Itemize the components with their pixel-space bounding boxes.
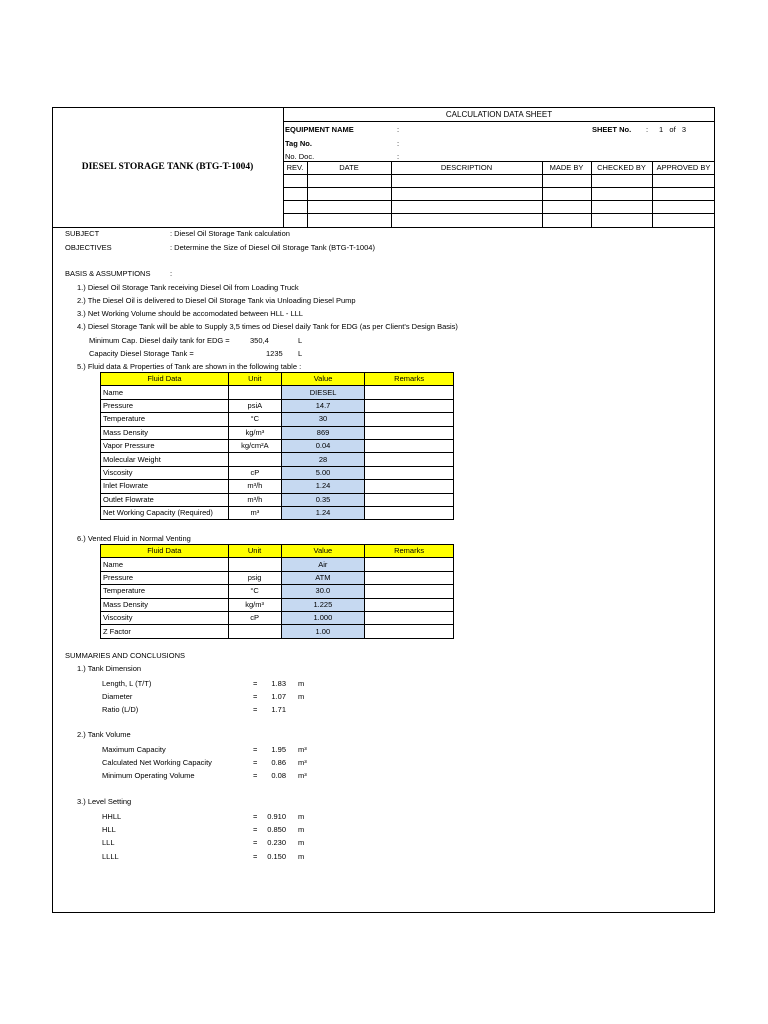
summary-row-value: 0.910 <box>267 812 286 821</box>
summary-row-unit: m³ <box>298 745 307 754</box>
value-cell: 1.225 <box>281 598 365 611</box>
summary-row-label: Maximum Capacity <box>102 745 166 754</box>
remarks-cell <box>365 585 454 598</box>
summary-row-equals: = <box>253 838 258 848</box>
summary-row-value: 0.850 <box>267 825 286 835</box>
summary-section-title: 3.) Level Setting <box>77 797 132 806</box>
rev-row-line <box>283 187 715 188</box>
table-row <box>101 453 454 466</box>
unit-cell: cP <box>228 466 281 479</box>
value-cell: 1.24 <box>281 506 365 519</box>
fluid-data-cell: Mass Density <box>101 598 229 611</box>
summary-row-equals: = <box>253 705 258 715</box>
description-col-header: DESCRIPTION <box>440 163 493 172</box>
table-row <box>101 585 454 598</box>
remarks-cell <box>365 439 454 452</box>
summary-row-unit: m <box>298 692 305 702</box>
tag-no-label: Tag No. <box>285 139 312 148</box>
remarks-cell <box>365 493 454 506</box>
unit-cell <box>228 558 281 571</box>
summary-row-label: LLL <box>102 838 115 848</box>
value-cell: 1.000 <box>281 611 365 624</box>
fluid-data-cell: Temperature <box>101 585 229 598</box>
unit-cell <box>228 625 281 638</box>
remarks-cell <box>365 480 454 493</box>
objectives-value: : Determine the Size of Diesel Oil Storage Tank (BTG-T-1004) <box>170 243 375 252</box>
unit-cell <box>228 386 281 399</box>
table-row <box>101 625 454 638</box>
tag-no-colon: : <box>397 139 400 148</box>
sheet-no-colon: : <box>646 125 649 134</box>
unit-cell <box>228 453 281 466</box>
summary-row-equals: = <box>253 825 258 835</box>
value-cell: 869 <box>281 426 365 439</box>
checked-by-col-header: CHECKED BY <box>597 163 646 172</box>
objectives-label: OBJECTIVES <box>65 243 112 252</box>
unit-cell: kg/m³ <box>228 598 281 611</box>
summary-row-equals: = <box>253 758 258 768</box>
fluid-data-cell: Name <box>101 386 229 399</box>
basis-item: 4.) Diesel Storage Tank will be able to Supply 3,5 times od Diesel daily Tank for EDG (as per Client's Design Basis) <box>77 322 458 331</box>
col-header-value: Value <box>281 373 365 386</box>
remarks-cell <box>365 466 454 479</box>
basis-colon: : <box>170 269 173 278</box>
table-row <box>101 558 454 571</box>
sheet-title: CALCULATION DATA SHEET <box>445 110 553 119</box>
fluid-data-table <box>100 372 454 520</box>
fluid-data-cell: Outlet Flowrate <box>101 493 229 506</box>
summary-row-label: LLLL <box>102 851 119 861</box>
fluid-data-cell: Z Factor <box>101 625 229 638</box>
table-row <box>101 466 454 479</box>
rev-header-bottom-line <box>283 174 715 175</box>
summary-row-value: 1.83 <box>271 679 286 688</box>
header-bottom-border <box>52 227 715 228</box>
basis-item-5: 5.) Fluid data & Properties of Tank are shown in the following table : <box>77 362 302 371</box>
remarks-cell <box>365 386 454 399</box>
table-row <box>101 506 454 519</box>
min-cap-unit: L <box>298 336 303 345</box>
basis-item: 1.) Diesel Oil Storage Tank receiving Diesel Oil from Loading Truck <box>77 283 299 292</box>
table-row <box>101 399 454 412</box>
summary-heading: SUMMARIES AND CONCLUSIONS <box>65 651 186 660</box>
fluid-data-cell: Temperature <box>101 413 229 426</box>
col-header-fluid-data: Fluid Data <box>101 373 229 386</box>
summary-row-label: HHLL <box>102 812 122 821</box>
summary-row-unit: m <box>298 812 305 821</box>
summary-row-equals: = <box>253 692 258 702</box>
rev-row-line <box>283 213 715 214</box>
capacity-value: 1235 <box>266 349 283 358</box>
remarks-cell <box>365 611 454 624</box>
fluid-data-cell: Pressure <box>101 399 229 412</box>
table-row <box>101 493 454 506</box>
summary-row-equals: = <box>253 771 258 781</box>
unit-cell: psig <box>228 571 281 584</box>
value-cell: 30 <box>281 413 365 426</box>
summary-section-title: 1.) Tank Dimension <box>77 664 142 673</box>
unit-cell: cP <box>228 611 281 624</box>
basis-item: 3.) Net Working Volume should be accomodated between HLL - LLL <box>77 309 303 318</box>
value-cell: 28 <box>281 453 365 466</box>
basis-item: 2.) The Diesel Oil is delivered to Diesel Oil Storage Tank via Unloading Diesel Pump <box>77 296 356 305</box>
summary-row-label: Minimum Operating Volume <box>102 771 195 781</box>
table-row <box>101 426 454 439</box>
subject-label: SUBJECT <box>65 229 100 238</box>
summary-row-equals: = <box>253 812 258 821</box>
table-header-row <box>101 373 454 386</box>
summary-row-value: 0.230 <box>267 838 286 848</box>
fluid-data-cell: Viscosity <box>101 611 229 624</box>
value-cell: 0.35 <box>281 493 365 506</box>
sheet-no-value: 1 of 3 <box>659 125 687 134</box>
rev-col-header: REV. <box>286 163 304 172</box>
unit-cell: kg/cm²A <box>228 439 281 452</box>
value-cell: 5.00 <box>281 466 365 479</box>
summary-row-unit: m <box>298 851 305 861</box>
summary-row-value: 1.07 <box>271 692 286 702</box>
summary-section-title: 2.) Tank Volume <box>77 730 131 739</box>
summary-row-value: 1.71 <box>271 705 286 715</box>
unit-cell: m³ <box>228 506 281 519</box>
remarks-cell <box>365 453 454 466</box>
unit-cell: kg/m³ <box>228 426 281 439</box>
capacity-label: Capacity Diesel Storage Tank = <box>89 349 194 358</box>
subject-value: : Diesel Oil Storage Tank calculation <box>170 229 290 238</box>
unit-cell: m³/h <box>228 480 281 493</box>
value-cell: 14.7 <box>281 399 365 412</box>
summary-row-equals: = <box>253 745 258 754</box>
summary-row-label: Ratio (L/D) <box>102 705 139 715</box>
table-row <box>101 386 454 399</box>
summary-row-unit: m³ <box>298 758 307 768</box>
summary-row-label: HLL <box>102 825 116 835</box>
header-title-line <box>283 121 715 122</box>
table-row <box>101 611 454 624</box>
doc-no-colon: : <box>397 152 400 161</box>
remarks-cell <box>365 571 454 584</box>
value-cell: 1.24 <box>281 480 365 493</box>
summary-row-unit: m³ <box>298 771 307 781</box>
capacity-unit: L <box>298 349 303 358</box>
fluid-data-cell: Vapor Pressure <box>101 439 229 452</box>
value-cell: 0.04 <box>281 439 365 452</box>
approved-by-col-header: APPROVED BY <box>656 163 711 172</box>
table-row <box>101 439 454 452</box>
made-by-col-header: MADE BY <box>549 163 584 172</box>
summary-row-unit: m <box>298 679 305 688</box>
document-title: DIESEL STORAGE TANK (BTG-T-1004) <box>81 162 254 172</box>
col-header-unit: Unit <box>228 545 281 558</box>
remarks-cell <box>365 625 454 638</box>
remarks-cell <box>365 426 454 439</box>
value-cell: 1.00 <box>281 625 365 638</box>
fluid-data-cell: Mass Density <box>101 426 229 439</box>
value-cell: DIESEL <box>281 386 365 399</box>
col-header-remarks: Remarks <box>365 545 454 558</box>
value-cell: ATM <box>281 571 365 584</box>
vented-heading: 6.) Vented Fluid in Normal Venting <box>77 534 191 543</box>
min-cap-label: Minimum Cap. Diesel daily tank for EDG = <box>89 336 230 345</box>
summary-row-value: 0.86 <box>271 758 286 768</box>
remarks-cell <box>365 558 454 571</box>
fluid-data-cell: Molecular Weight <box>101 453 229 466</box>
rev-row-line <box>283 200 715 201</box>
fluid-data-cell: Net Working Capacity (Required) <box>101 506 229 519</box>
fluid-data-cell: Viscosity <box>101 466 229 479</box>
doc-no-label: No. Doc. <box>285 152 315 161</box>
table-row <box>101 571 454 584</box>
remarks-cell <box>365 413 454 426</box>
summary-row-equals: = <box>253 851 258 861</box>
sheet-no-label: SHEET No. <box>592 125 632 134</box>
equipment-name-colon: : <box>397 125 400 134</box>
equipment-name-label: EQUIPMENT NAME <box>285 125 354 134</box>
fluid-data-cell: Pressure <box>101 571 229 584</box>
summary-row-label: Diameter <box>102 692 133 702</box>
date-col-header: DATE <box>339 163 359 172</box>
value-cell: 30.0 <box>281 585 365 598</box>
summary-row-value: 1.95 <box>271 745 286 754</box>
unit-cell: °C <box>228 585 281 598</box>
table-header-row <box>101 545 454 558</box>
summary-row-value: 0.08 <box>271 771 286 781</box>
col-header-unit: Unit <box>228 373 281 386</box>
col-header-fluid-data: Fluid Data <box>101 545 229 558</box>
col-header-value: Value <box>281 545 365 558</box>
summary-row-value: 0.150 <box>267 851 286 861</box>
fluid-data-cell: Name <box>101 558 229 571</box>
summary-row-equals: = <box>253 679 258 688</box>
col-header-remarks: Remarks <box>365 373 454 386</box>
unit-cell: °C <box>228 413 281 426</box>
fluid-data-cell: Inlet Flowrate <box>101 480 229 493</box>
vented-fluid-table <box>100 544 454 639</box>
summary-row-label: Calculated Net Working Capacity <box>102 758 212 768</box>
value-cell: Air <box>281 558 365 571</box>
summary-row-unit: m <box>298 838 305 848</box>
summary-row-label: Length, L (T/T) <box>102 679 152 688</box>
table-row <box>101 413 454 426</box>
table-row <box>101 480 454 493</box>
remarks-cell <box>365 399 454 412</box>
table-row <box>101 598 454 611</box>
remarks-cell <box>365 598 454 611</box>
remarks-cell <box>365 506 454 519</box>
summary-row-unit: m <box>298 825 305 835</box>
min-cap-value: 350,4 <box>250 336 269 345</box>
basis-heading: BASIS & ASSUMPTIONS <box>65 269 151 278</box>
unit-cell: psiA <box>228 399 281 412</box>
unit-cell: m³/h <box>228 493 281 506</box>
